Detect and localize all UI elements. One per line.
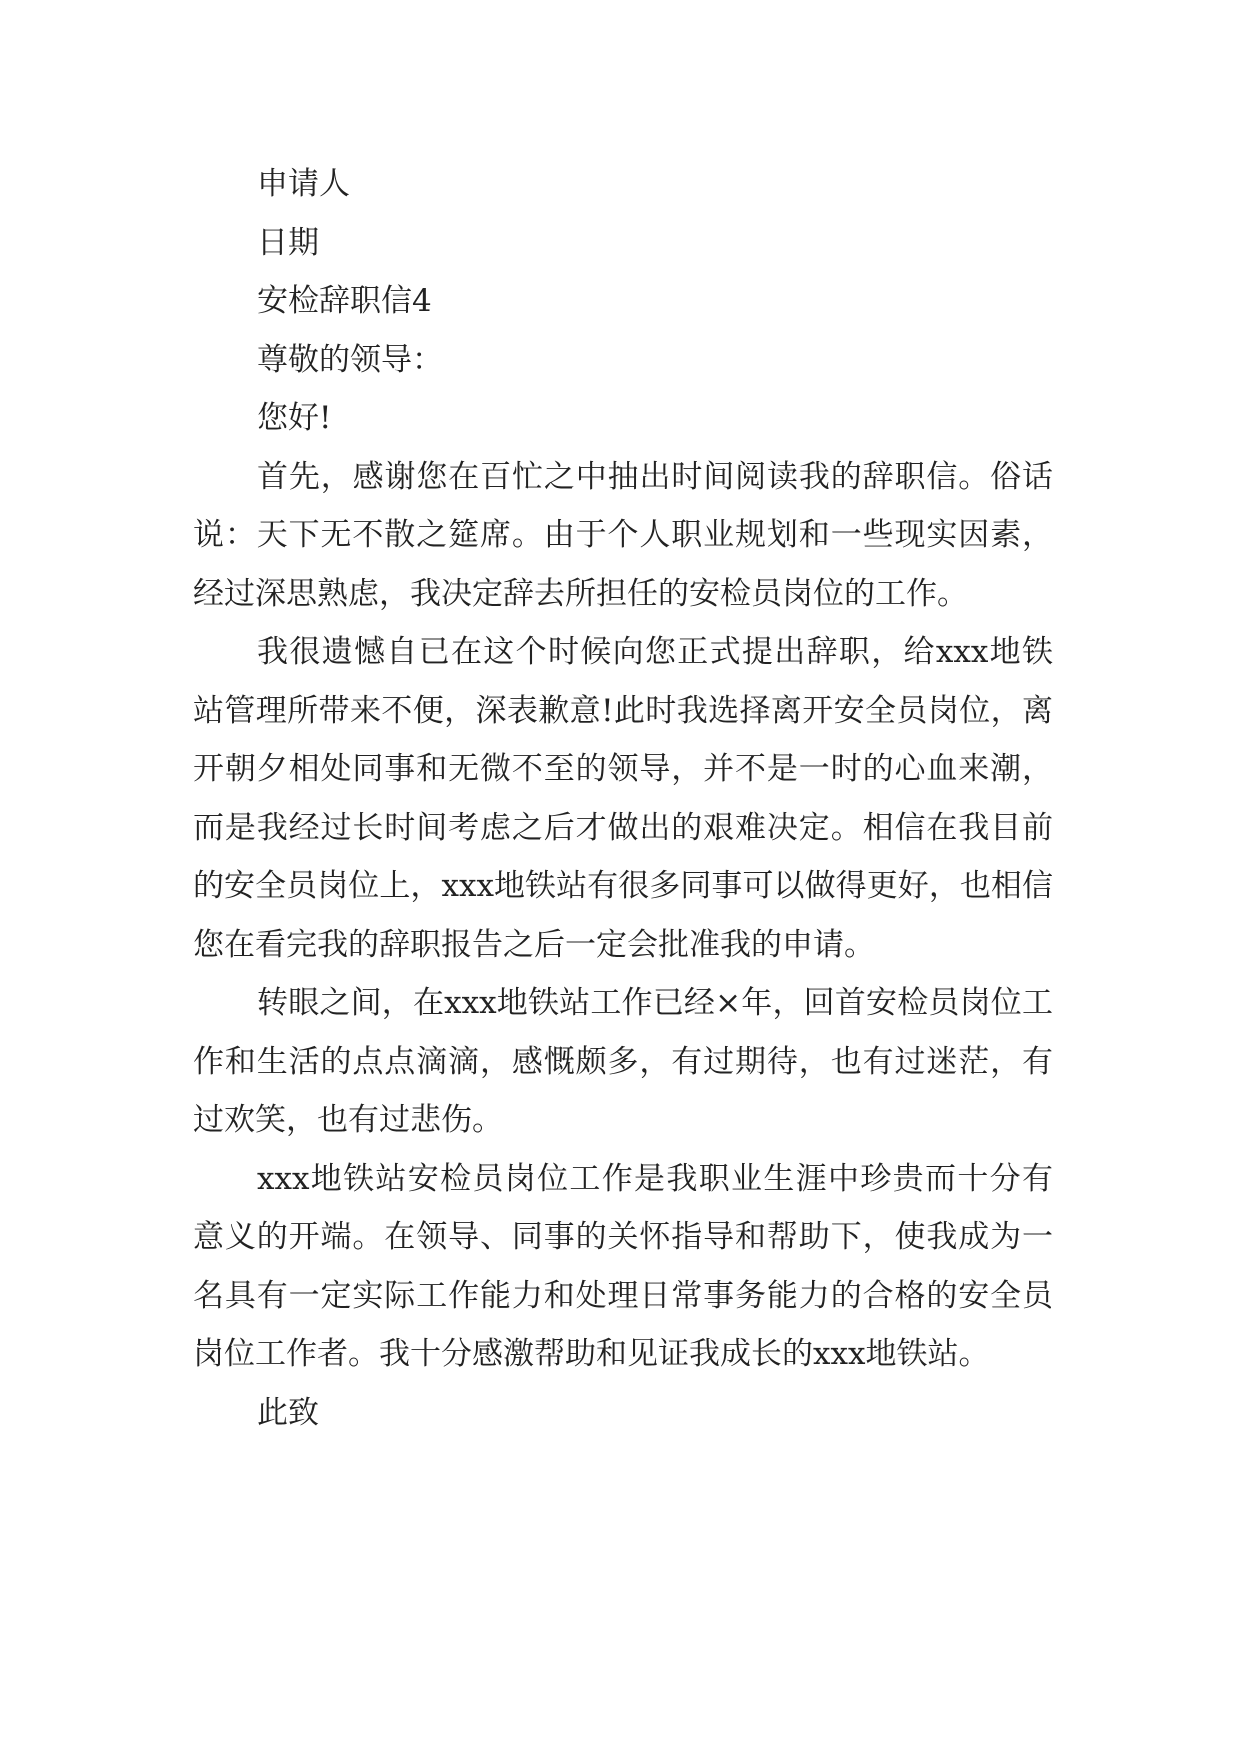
paragraph-4: xxx地铁站安检员岗位工作是我职业生涯中珍贵而十分有意义的开端。在领导、同事的关怀指导和帮助下，使我成为一名具有一定实际工作能力和处理日常事务能力的合格的安全员岗位工作者。我十分感激帮助和见证我成长的xxx地铁站。 bbox=[193, 1160, 1053, 1372]
applicant-label: 申请人 bbox=[257, 166, 350, 202]
closing: 此致 bbox=[257, 1394, 319, 1431]
letter-title: 安检辞职信4 bbox=[257, 283, 432, 319]
paragraph-3: 转眼之间，在xxx地铁站工作已经×年，回首安检员岗位工作和生活的点点滴滴，感慨颇多，有过期待，也有过迷茫，有过欢笑，也有过悲伤。 bbox=[193, 985, 1053, 1138]
date-label: 日期 bbox=[257, 224, 319, 261]
paragraph-2: 我很遗憾自已在这个时候向您正式提出辞职，给xxx地铁站管理所带来不便，深表歉意!此时我选择离开安全员岗位，离开朝夕相处同事和无微不至的领导，并不是一时的心血来潮，而是我经过长时间考虑之后才做出的艰难决定。相信在我目前的安全员岗位上，xxx地铁站有很多同事可以做得更好，也相信您在看完我的辞职报告之后一定会批准我的申请。 bbox=[193, 634, 1053, 963]
greeting: 您好! bbox=[257, 400, 332, 436]
paragraph-1: 首先，感谢您在百忙之中抽出时间阅读我的辞职信。俗话说：天下无不散之筵席。由于个人职业规划和一些现实因素，经过深思熟虑，我决定辞去所担任的安检员岗位的工作。 bbox=[193, 458, 1053, 612]
salutation: 尊敬的领导： bbox=[257, 341, 443, 378]
letter-body bbox=[193, 155, 1053, 1442]
